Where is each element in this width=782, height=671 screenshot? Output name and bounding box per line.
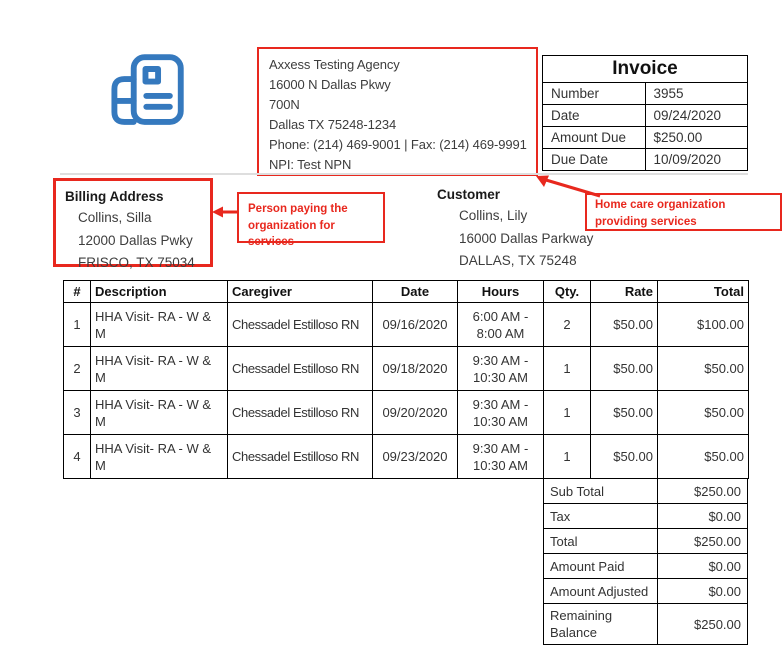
- totals-row: [544, 604, 748, 645]
- subtotal-value: $250.00: [658, 479, 748, 504]
- billing-street: 12000 Dallas Pwky: [78, 232, 193, 248]
- customer-annotation-note: Home care organization providing services: [585, 193, 782, 231]
- line-item-row: [64, 435, 749, 479]
- customer-city-state-zip: DALLAS, TX 75248: [459, 253, 577, 268]
- line-item-row: [64, 347, 749, 391]
- tax-label: Tax: [544, 504, 658, 529]
- newspaper-invoice-icon: [106, 46, 190, 134]
- totals-row: [544, 479, 748, 504]
- col-header-rate: Rate: [591, 281, 658, 303]
- invoice-amount-due-value: $250.00: [645, 127, 748, 149]
- icon-square: [145, 69, 158, 82]
- col-header-number: #: [64, 281, 91, 303]
- billing-annotation-note: Person paying the organization for services: [237, 192, 385, 243]
- col-header-description: Description: [91, 281, 228, 303]
- billing-address-box: [53, 178, 213, 270]
- item-caregiver: Chessadel Estilloso RN: [228, 303, 373, 347]
- item-total: $50.00: [658, 391, 749, 435]
- agency-npi: NPI: Test NPN: [269, 157, 352, 172]
- item-caregiver: Chessadel Estilloso RN: [228, 347, 373, 391]
- item-rate: $50.00: [591, 435, 658, 479]
- invoice-due-date-label: Due Date: [543, 149, 646, 171]
- item-date: 09/23/2020: [373, 435, 458, 479]
- item-date: 09/18/2020: [373, 347, 458, 391]
- item-rate: $50.00: [591, 347, 658, 391]
- col-header-caregiver: Caregiver: [228, 281, 373, 303]
- item-hours: 9:30 AM - 10:30 AM: [458, 347, 544, 391]
- item-hours: 9:30 AM - 10:30 AM: [458, 435, 544, 479]
- item-description: HHA Visit- RA - W & M: [91, 391, 228, 435]
- line-items-header-row: [64, 281, 749, 303]
- item-date: 09/20/2020: [373, 391, 458, 435]
- item-number: 3: [64, 391, 91, 435]
- customer-annotation-arrow-icon: [528, 170, 608, 202]
- invoice-number-value: 3955: [645, 83, 748, 105]
- invoice-title: Invoice: [543, 56, 748, 83]
- agency-name: Axxess Testing Agency: [269, 57, 400, 72]
- total-label: Total: [544, 529, 658, 554]
- amount-paid-label: Amount Paid: [544, 554, 658, 579]
- customer-street: 16000 Dallas Parkway: [459, 230, 594, 246]
- line-item-row: [64, 391, 749, 435]
- agency-address-line1: 16000 N Dallas Pkwy: [269, 77, 391, 92]
- invoice-meta-table: [542, 55, 748, 171]
- line-item-row: [64, 303, 749, 347]
- remaining-balance-label: Remaining Balance: [544, 604, 658, 645]
- item-hours: 9:30 AM - 10:30 AM: [458, 391, 544, 435]
- total-value: $250.00: [658, 529, 748, 554]
- agency-info-box: [257, 47, 538, 176]
- billing-address-heading: Billing Address: [65, 189, 164, 204]
- section-divider: [60, 173, 748, 175]
- billing-city-state-zip: FRISCO, TX 75034: [78, 255, 195, 270]
- amount-adjusted-label: Amount Adjusted: [544, 579, 658, 604]
- col-header-hours: Hours: [458, 281, 544, 303]
- amount-paid-value: $0.00: [658, 554, 748, 579]
- remaining-balance-value: $250.00: [658, 604, 748, 645]
- totals-table: [543, 478, 748, 645]
- col-header-total: Total: [658, 281, 749, 303]
- billing-name: Collins, Silla: [78, 210, 152, 225]
- totals-row: [544, 504, 748, 529]
- item-qty: 2: [544, 303, 591, 347]
- col-header-qty: Qty.: [544, 281, 591, 303]
- item-description: HHA Visit- RA - W & M: [91, 303, 228, 347]
- item-total: $50.00: [658, 435, 749, 479]
- item-caregiver: Chessadel Estilloso RN: [228, 435, 373, 479]
- agency-phone-fax: Phone: (214) 469-9001 | Fax: (214) 469-9991: [269, 137, 527, 152]
- agency-address-line3: Dallas TX 75248-1234: [269, 117, 397, 132]
- item-rate: $50.00: [591, 303, 658, 347]
- item-number: 1: [64, 303, 91, 347]
- agency-address-line2: 700N: [269, 97, 300, 112]
- invoice-amount-due-label: Amount Due: [543, 127, 646, 149]
- line-items-table: [63, 280, 749, 479]
- totals-row: [544, 579, 748, 604]
- col-header-date: Date: [373, 281, 458, 303]
- item-description: HHA Visit- RA - W & M: [91, 435, 228, 479]
- item-description: HHA Visit- RA - W & M: [91, 347, 228, 391]
- item-qty: 1: [544, 391, 591, 435]
- amount-adjusted-value: $0.00: [658, 579, 748, 604]
- invoice-due-date-value: 10/09/2020: [645, 149, 748, 171]
- item-qty: 1: [544, 435, 591, 479]
- invoice-date-label: Date: [543, 105, 646, 127]
- item-date: 09/16/2020: [373, 303, 458, 347]
- item-rate: $50.00: [591, 391, 658, 435]
- item-total: $50.00: [658, 347, 749, 391]
- billing-annotation-arrow-icon: [208, 204, 240, 220]
- customer-heading: Customer: [437, 187, 501, 202]
- item-number: 4: [64, 435, 91, 479]
- totals-row: [544, 529, 748, 554]
- totals-row: [544, 554, 748, 579]
- item-hours: 6:00 AM - 8:00 AM: [458, 303, 544, 347]
- invoice-date-value: 09/24/2020: [645, 105, 748, 127]
- item-caregiver: Chessadel Estilloso RN: [228, 391, 373, 435]
- customer-name: Collins, Lily: [459, 208, 528, 223]
- tax-value: $0.00: [658, 504, 748, 529]
- invoice-number-label: Number: [543, 83, 646, 105]
- item-total: $100.00: [658, 303, 749, 347]
- item-qty: 1: [544, 347, 591, 391]
- item-number: 2: [64, 347, 91, 391]
- subtotal-label: Sub Total: [544, 479, 658, 504]
